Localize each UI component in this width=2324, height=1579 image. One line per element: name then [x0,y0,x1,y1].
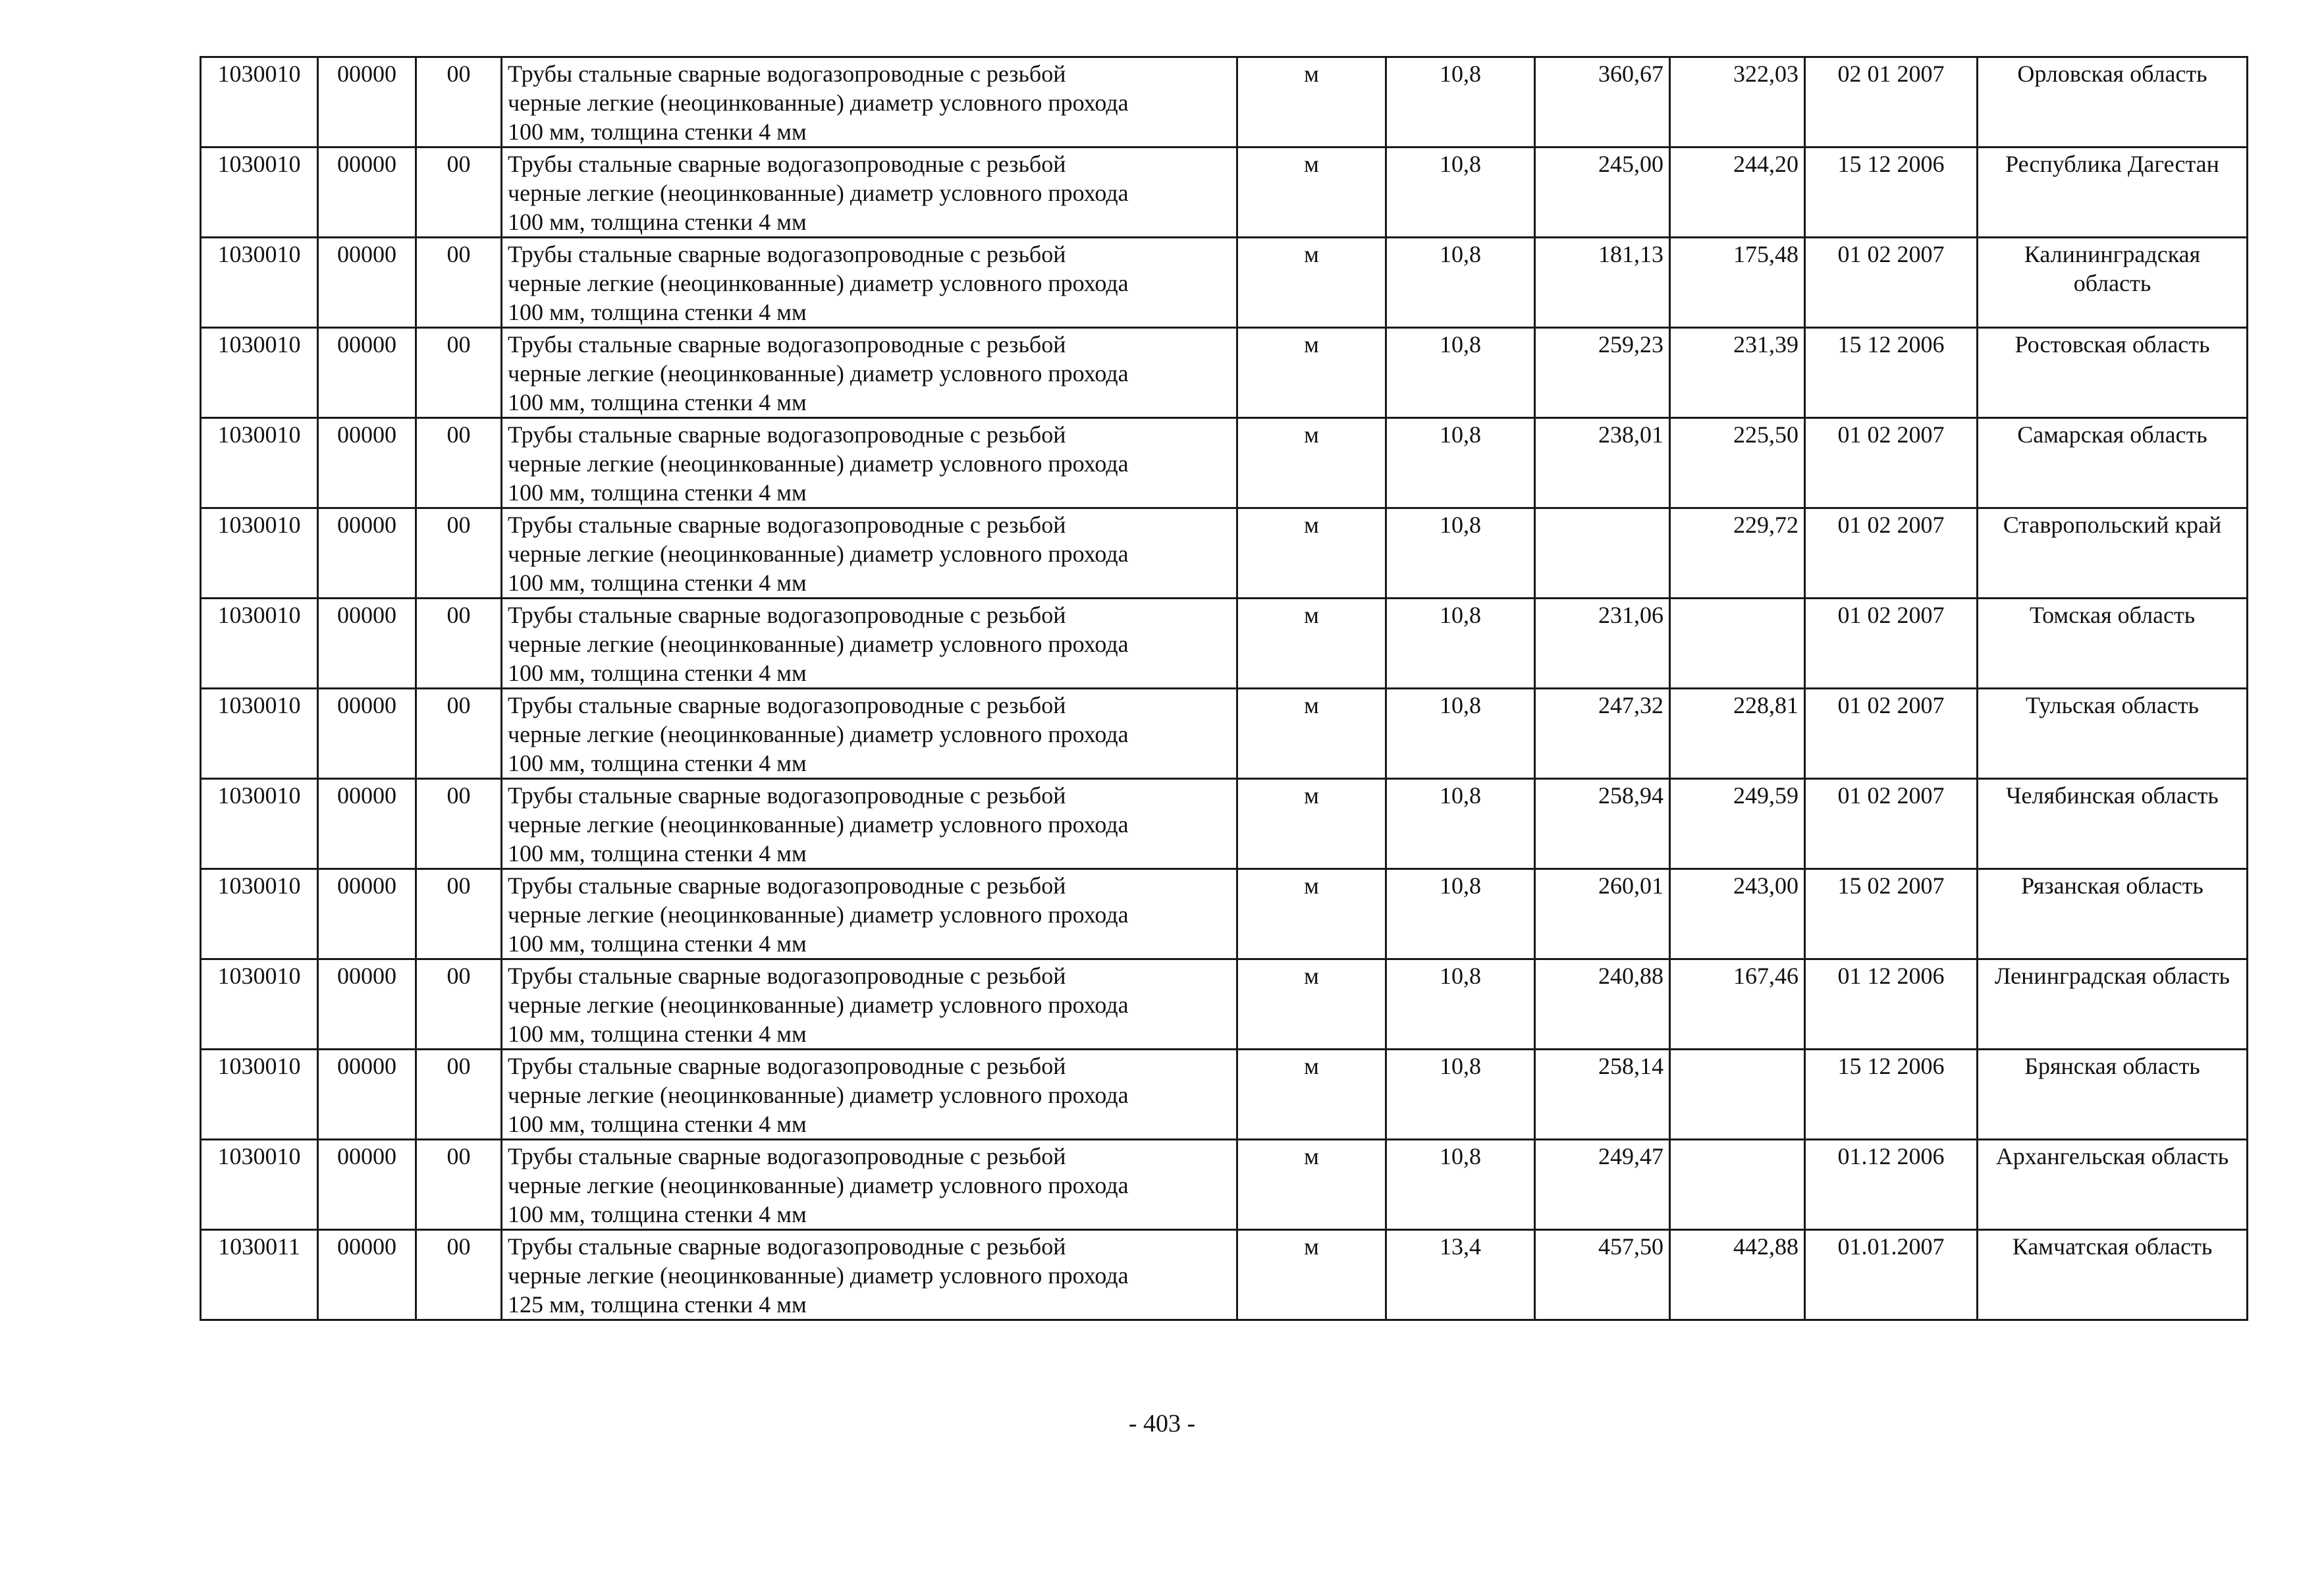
cell-subcode: 00000 [318,418,416,508]
cell-price-2 [1670,599,1805,689]
description-line: 100 мм, толщина стенки 4 мм [508,930,807,957]
description-line: 100 мм, толщина стенки 4 мм [508,840,807,867]
description-line: 100 мм, толщина стенки 4 мм [508,209,807,235]
cell-price-2: 243,00 [1670,869,1805,959]
description-line: Трубы стальные сварные водогазопроводные с резьбой [508,1053,1066,1079]
cell-date: 01 02 2007 [1805,779,1978,869]
cell-quantity: 13,4 [1386,1230,1535,1320]
description-line: черные легкие (неоцинкованные) диаметр условного прохода [508,811,1129,838]
cell-unit: м [1237,599,1386,689]
description-line: Трубы стальные сварные водогазопроводные с резьбой [508,61,1066,87]
cell-price-2: 249,59 [1670,779,1805,869]
cell-code: 1030010 [201,1050,318,1140]
cell-price-1: 181,13 [1535,238,1670,328]
cell-price-2: 229,72 [1670,508,1805,599]
description-line: 100 мм, толщина стенки 4 мм [508,570,807,596]
cell-price-2: 244,20 [1670,147,1805,238]
description-line: черные легкие (неоцинкованные) диаметр условного прохода [508,450,1129,477]
description-line: 125 мм, толщина стенки 4 мм [508,1291,807,1318]
table-row [201,418,2248,508]
table-row [201,57,2248,147]
cell-region: Тульская область [1978,689,2248,779]
cell-price-1: 258,14 [1535,1050,1670,1140]
cell-region: Томская область [1978,599,2248,689]
description-line: черные легкие (неоцинкованные) диаметр условного прохода [508,180,1129,206]
cell-version: 00 [416,508,502,599]
description-line: 100 мм, толщина стенки 4 мм [508,1201,807,1227]
cell-description [502,238,1237,328]
cell-price-1: 258,94 [1535,779,1670,869]
description-line: 100 мм, толщина стенки 4 мм [508,119,807,145]
cell-price-2: 322,03 [1670,57,1805,147]
description-line: Трубы стальные сварные водогазопроводные с резьбой [508,963,1066,989]
cell-price-1: 260,01 [1535,869,1670,959]
cell-quantity: 10,8 [1386,689,1535,779]
cell-unit: м [1237,1230,1386,1320]
table-row [201,1050,2248,1140]
cell-unit: м [1237,238,1386,328]
cell-region: Орловская область [1978,57,2248,147]
cell-unit: м [1237,689,1386,779]
cell-description [502,57,1237,147]
description-line: Трубы стальные сварные водогазопроводные с резьбой [508,331,1066,358]
cell-date: 15 02 2007 [1805,869,1978,959]
description-line: черные легкие (неоцинкованные) диаметр условного прохода [508,901,1129,928]
cell-unit: м [1237,57,1386,147]
cell-date: 15 12 2006 [1805,328,1978,418]
cell-date: 01 02 2007 [1805,418,1978,508]
description-line: черные легкие (неоцинкованные) диаметр условного прохода [508,631,1129,657]
cell-version: 00 [416,689,502,779]
cell-code: 1030011 [201,1230,318,1320]
table-row [201,1140,2248,1230]
cell-subcode: 00000 [318,779,416,869]
cell-unit: м [1237,959,1386,1050]
cell-price-2: 228,81 [1670,689,1805,779]
cell-quantity: 10,8 [1386,959,1535,1050]
cell-region: Рязанская область [1978,869,2248,959]
cell-description [502,1050,1237,1140]
cell-unit: м [1237,147,1386,238]
description-line: 100 мм, толщина стенки 4 мм [508,299,807,325]
cell-code: 1030010 [201,418,318,508]
description-line: черные легкие (неоцинкованные) диаметр условного прохода [508,1262,1129,1289]
cell-price-2: 167,46 [1670,959,1805,1050]
cell-price-1: 360,67 [1535,57,1670,147]
cell-region: Архангельская область [1978,1140,2248,1230]
cell-code: 1030010 [201,689,318,779]
cell-description [502,959,1237,1050]
cell-date: 01.01.2007 [1805,1230,1978,1320]
cell-subcode: 00000 [318,328,416,418]
cell-quantity: 10,8 [1386,508,1535,599]
cell-price-2: 175,48 [1670,238,1805,328]
cell-date: 15 12 2006 [1805,147,1978,238]
cell-price-2: 231,39 [1670,328,1805,418]
cell-price-1: 249,47 [1535,1140,1670,1230]
description-line: черные легкие (неоцинкованные) диаметр условного прохода [508,992,1129,1018]
description-line: Трубы стальные сварные водогазопроводные с резьбой [508,512,1066,538]
cell-price-1 [1535,508,1670,599]
cell-price-1: 240,88 [1535,959,1670,1050]
price-table [200,56,2248,1321]
cell-date: 01 02 2007 [1805,599,1978,689]
description-line: черные легкие (неоцинкованные) диаметр условного прохода [508,360,1129,387]
cell-code: 1030010 [201,1140,318,1230]
cell-subcode: 00000 [318,147,416,238]
cell-unit: м [1237,869,1386,959]
cell-region: Калининградская область [1978,238,2248,328]
cell-code: 1030010 [201,147,318,238]
cell-region: Челябинская область [1978,779,2248,869]
cell-price-1: 231,06 [1535,599,1670,689]
description-line: Трубы стальные сварные водогазопроводные с резьбой [508,1233,1066,1260]
cell-subcode: 00000 [318,508,416,599]
cell-quantity: 10,8 [1386,328,1535,418]
cell-price-1: 238,01 [1535,418,1670,508]
cell-date: 15 12 2006 [1805,1050,1978,1140]
cell-subcode: 00000 [318,1230,416,1320]
cell-region: Ростовская область [1978,328,2248,418]
cell-price-1: 259,23 [1535,328,1670,418]
cell-date: 01 02 2007 [1805,508,1978,599]
table-row [201,508,2248,599]
cell-unit: м [1237,1140,1386,1230]
cell-quantity: 10,8 [1386,779,1535,869]
cell-region: Самарская область [1978,418,2248,508]
cell-code: 1030010 [201,508,318,599]
cell-subcode: 00000 [318,599,416,689]
cell-subcode: 00000 [318,689,416,779]
table-row [201,1230,2248,1320]
cell-version: 00 [416,147,502,238]
cell-version: 00 [416,599,502,689]
description-line: черные легкие (неоцинкованные) диаметр условного прохода [508,541,1129,567]
cell-code: 1030010 [201,57,318,147]
cell-region: Камчатская область [1978,1230,2248,1320]
description-line: Трубы стальные сварные водогазопроводные с резьбой [508,421,1066,448]
cell-region: Ставропольский край [1978,508,2248,599]
cell-quantity: 10,8 [1386,1050,1535,1140]
description-line: черные легкие (неоцинкованные) диаметр условного прохода [508,270,1129,296]
description-line: 100 мм, толщина стенки 4 мм [508,389,807,415]
cell-description [502,689,1237,779]
cell-description [502,328,1237,418]
cell-price-1: 457,50 [1535,1230,1670,1320]
cell-quantity: 10,8 [1386,147,1535,238]
cell-code: 1030010 [201,959,318,1050]
cell-region: Ленинградская область [1978,959,2248,1050]
cell-version: 00 [416,959,502,1050]
cell-quantity: 10,8 [1386,869,1535,959]
cell-code: 1030010 [201,238,318,328]
page-number: - 403 - [1128,1410,1196,1437]
cell-version: 00 [416,328,502,418]
table-row [201,238,2248,328]
description-line: Трубы стальные сварные водогазопроводные с резьбой [508,692,1066,718]
description-line: Трубы стальные сварные водогазопроводные с резьбой [508,151,1066,177]
cell-price-2 [1670,1140,1805,1230]
cell-region: Республика Дагестан [1978,147,2248,238]
description-line: черные легкие (неоцинкованные) диаметр условного прохода [508,90,1129,116]
cell-date: 01.12 2006 [1805,1140,1978,1230]
cell-version: 00 [416,1230,502,1320]
table-row [201,959,2248,1050]
table-row [201,599,2248,689]
cell-version: 00 [416,418,502,508]
cell-quantity: 10,8 [1386,238,1535,328]
cell-version: 00 [416,1140,502,1230]
cell-subcode: 00000 [318,959,416,1050]
cell-version: 00 [416,779,502,869]
cell-code: 1030010 [201,779,318,869]
cell-description [502,1140,1237,1230]
cell-price-2 [1670,1050,1805,1140]
description-line: Трубы стальные сварные водогазопроводные с резьбой [508,782,1066,809]
description-line: Трубы стальные сварные водогазопроводные с резьбой [508,241,1066,267]
cell-version: 00 [416,57,502,147]
cell-unit: м [1237,1050,1386,1140]
cell-description [502,869,1237,959]
description-line: черные легкие (неоцинкованные) диаметр условного прохода [508,1082,1129,1108]
cell-date: 01 12 2006 [1805,959,1978,1050]
cell-price-2: 442,88 [1670,1230,1805,1320]
cell-date: 02 01 2007 [1805,57,1978,147]
cell-description [502,508,1237,599]
cell-unit: м [1237,779,1386,869]
description-line: 100 мм, толщина стенки 4 мм [508,750,807,776]
description-line: 100 мм, толщина стенки 4 мм [508,660,807,686]
description-line: Трубы стальные сварные водогазопроводные с резьбой [508,1143,1066,1169]
description-line: черные легкие (неоцинкованные) диаметр условного прохода [508,721,1129,747]
description-line: Трубы стальные сварные водогазопроводные с резьбой [508,602,1066,628]
description-line: 100 мм, толщина стенки 4 мм [508,1021,807,1047]
cell-subcode: 00000 [318,1050,416,1140]
cell-unit: м [1237,508,1386,599]
cell-description [502,599,1237,689]
cell-code: 1030010 [201,869,318,959]
table-row [201,779,2248,869]
description-line: черные легкие (неоцинкованные) диаметр условного прохода [508,1172,1129,1198]
cell-quantity: 10,8 [1386,418,1535,508]
cell-unit: м [1237,328,1386,418]
cell-description [502,147,1237,238]
cell-date: 01 02 2007 [1805,689,1978,779]
cell-version: 00 [416,1050,502,1140]
cell-quantity: 10,8 [1386,599,1535,689]
description-line: 100 мм, толщина стенки 4 мм [508,479,807,506]
cell-price-2: 225,50 [1670,418,1805,508]
cell-subcode: 00000 [318,869,416,959]
cell-version: 00 [416,869,502,959]
table-row [201,147,2248,238]
table-row [201,328,2248,418]
cell-code: 1030010 [201,328,318,418]
description-line: Трубы стальные сварные водогазопроводные с резьбой [508,872,1066,899]
cell-code: 1030010 [201,599,318,689]
cell-subcode: 00000 [318,57,416,147]
table-row [201,689,2248,779]
cell-quantity: 10,8 [1386,1140,1535,1230]
cell-description [502,1230,1237,1320]
cell-subcode: 00000 [318,238,416,328]
cell-description [502,418,1237,508]
cell-price-1: 247,32 [1535,689,1670,779]
cell-price-1: 245,00 [1535,147,1670,238]
cell-subcode: 00000 [318,1140,416,1230]
description-line: 100 мм, толщина стенки 4 мм [508,1111,807,1137]
cell-version: 00 [416,238,502,328]
table-row [201,869,2248,959]
cell-description [502,779,1237,869]
cell-quantity: 10,8 [1386,57,1535,147]
cell-unit: м [1237,418,1386,508]
table-body [201,57,2248,1320]
cell-region: Брянская область [1978,1050,2248,1140]
cell-date: 01 02 2007 [1805,238,1978,328]
